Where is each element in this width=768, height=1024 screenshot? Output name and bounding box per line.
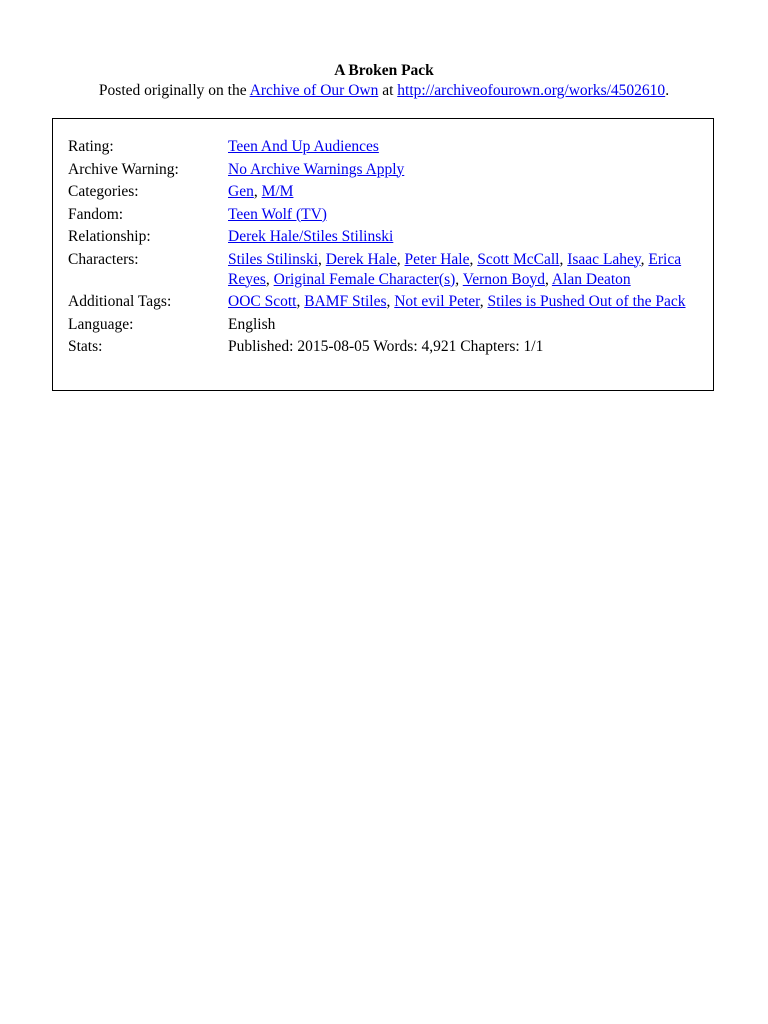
work-meta-table bbox=[68, 137, 708, 360]
characters-tag-link[interactable]: Erica Reyes bbox=[228, 250, 682, 288]
meta-row-rating bbox=[68, 137, 708, 160]
warning-label: Archive Warning: bbox=[68, 160, 179, 178]
rating-tag-link[interactable]: Teen And Up Audiences bbox=[228, 138, 379, 155]
characters-tag-link[interactable]: Alan Deaton bbox=[551, 270, 631, 288]
characters-tag-link[interactable]: Vernon Boyd bbox=[462, 270, 545, 288]
posted-middle: at bbox=[382, 82, 394, 99]
rating-value bbox=[228, 137, 708, 160]
characters-label: Characters: bbox=[68, 250, 139, 268]
fandom-tag-link[interactable]: Teen Wolf (TV) bbox=[228, 205, 327, 223]
posted-suffix: . bbox=[665, 82, 670, 99]
stats-label: Stats: bbox=[68, 338, 103, 355]
characters-tag-link[interactable]: Derek Hale bbox=[325, 250, 397, 268]
tags-tag-link[interactable]: OOC Scott bbox=[228, 293, 297, 310]
tag-separator: , bbox=[544, 270, 552, 288]
tags-value bbox=[228, 292, 708, 315]
warning-tag-link[interactable]: No Archive Warnings Apply bbox=[228, 160, 405, 178]
characters-tag-link[interactable]: Peter Hale bbox=[404, 250, 470, 268]
characters-tag-link[interactable]: Stiles Stilinski bbox=[228, 250, 319, 268]
tags-tag-link[interactable]: BAMF Stiles bbox=[304, 293, 387, 310]
language-label: Language: bbox=[68, 315, 134, 333]
meta-row-stats bbox=[68, 337, 708, 360]
warning-value bbox=[228, 160, 708, 183]
meta-row-language bbox=[68, 315, 708, 338]
relationship-value bbox=[228, 227, 708, 250]
tag-separator: , bbox=[640, 250, 649, 268]
tag-separator: , bbox=[559, 250, 568, 268]
tag-separator: , bbox=[479, 293, 488, 310]
characters-tag-link[interactable]: Isaac Lahey bbox=[567, 250, 641, 268]
meta-row-warning bbox=[68, 160, 708, 183]
characters-value bbox=[228, 250, 708, 293]
categories-tag-link[interactable]: Gen bbox=[228, 183, 254, 200]
fandom-value bbox=[228, 205, 708, 228]
meta-row-fandom bbox=[68, 205, 708, 228]
fandom-label: Fandom: bbox=[68, 205, 124, 223]
meta-row-categories bbox=[68, 182, 708, 205]
meta-row-relationship bbox=[68, 227, 708, 250]
tag-separator: , bbox=[265, 270, 274, 288]
stats-value: Published: 2015-08-05 Words: 4,921 Chapters: 1/1 bbox=[228, 338, 544, 355]
relationship-tag-link[interactable]: Derek Hale/Stiles Stilinski bbox=[228, 228, 394, 245]
posted-prefix: Posted originally on the bbox=[98, 82, 247, 99]
tag-separator: , bbox=[455, 270, 463, 288]
characters-tag-link[interactable]: Original Female Character(s) bbox=[273, 270, 456, 288]
relationship-label: Relationship: bbox=[68, 228, 151, 245]
tag-separator: , bbox=[318, 250, 326, 268]
work-title: A Broken Pack bbox=[334, 62, 434, 79]
tags-label: Additional Tags: bbox=[68, 293, 172, 310]
posted-line bbox=[0, 81, 768, 101]
meta-row-tags bbox=[68, 292, 708, 315]
work-url-link[interactable]: http://archiveofourown.org/works/4502610 bbox=[397, 82, 666, 99]
tags-tag-link[interactable]: Stiles is Pushed Out of the Pack bbox=[487, 293, 686, 310]
tag-separator: , bbox=[253, 183, 262, 200]
tags-tag-link[interactable]: Not evil Peter bbox=[394, 293, 480, 310]
archive-link[interactable]: Archive of Our Own bbox=[249, 82, 379, 99]
categories-value bbox=[228, 182, 708, 205]
work-meta-box bbox=[52, 118, 714, 391]
categories-tag-link[interactable]: M/M bbox=[261, 183, 294, 200]
rating-label: Rating: bbox=[68, 138, 114, 155]
categories-label: Categories: bbox=[68, 183, 139, 200]
tag-separator: , bbox=[396, 250, 405, 268]
characters-tag-link[interactable]: Scott McCall bbox=[477, 250, 560, 268]
meta-row-characters bbox=[68, 250, 708, 293]
tag-separator: , bbox=[296, 293, 305, 310]
language-value: English bbox=[228, 315, 276, 333]
tag-separator: , bbox=[469, 250, 478, 268]
tag-separator: , bbox=[386, 293, 395, 310]
